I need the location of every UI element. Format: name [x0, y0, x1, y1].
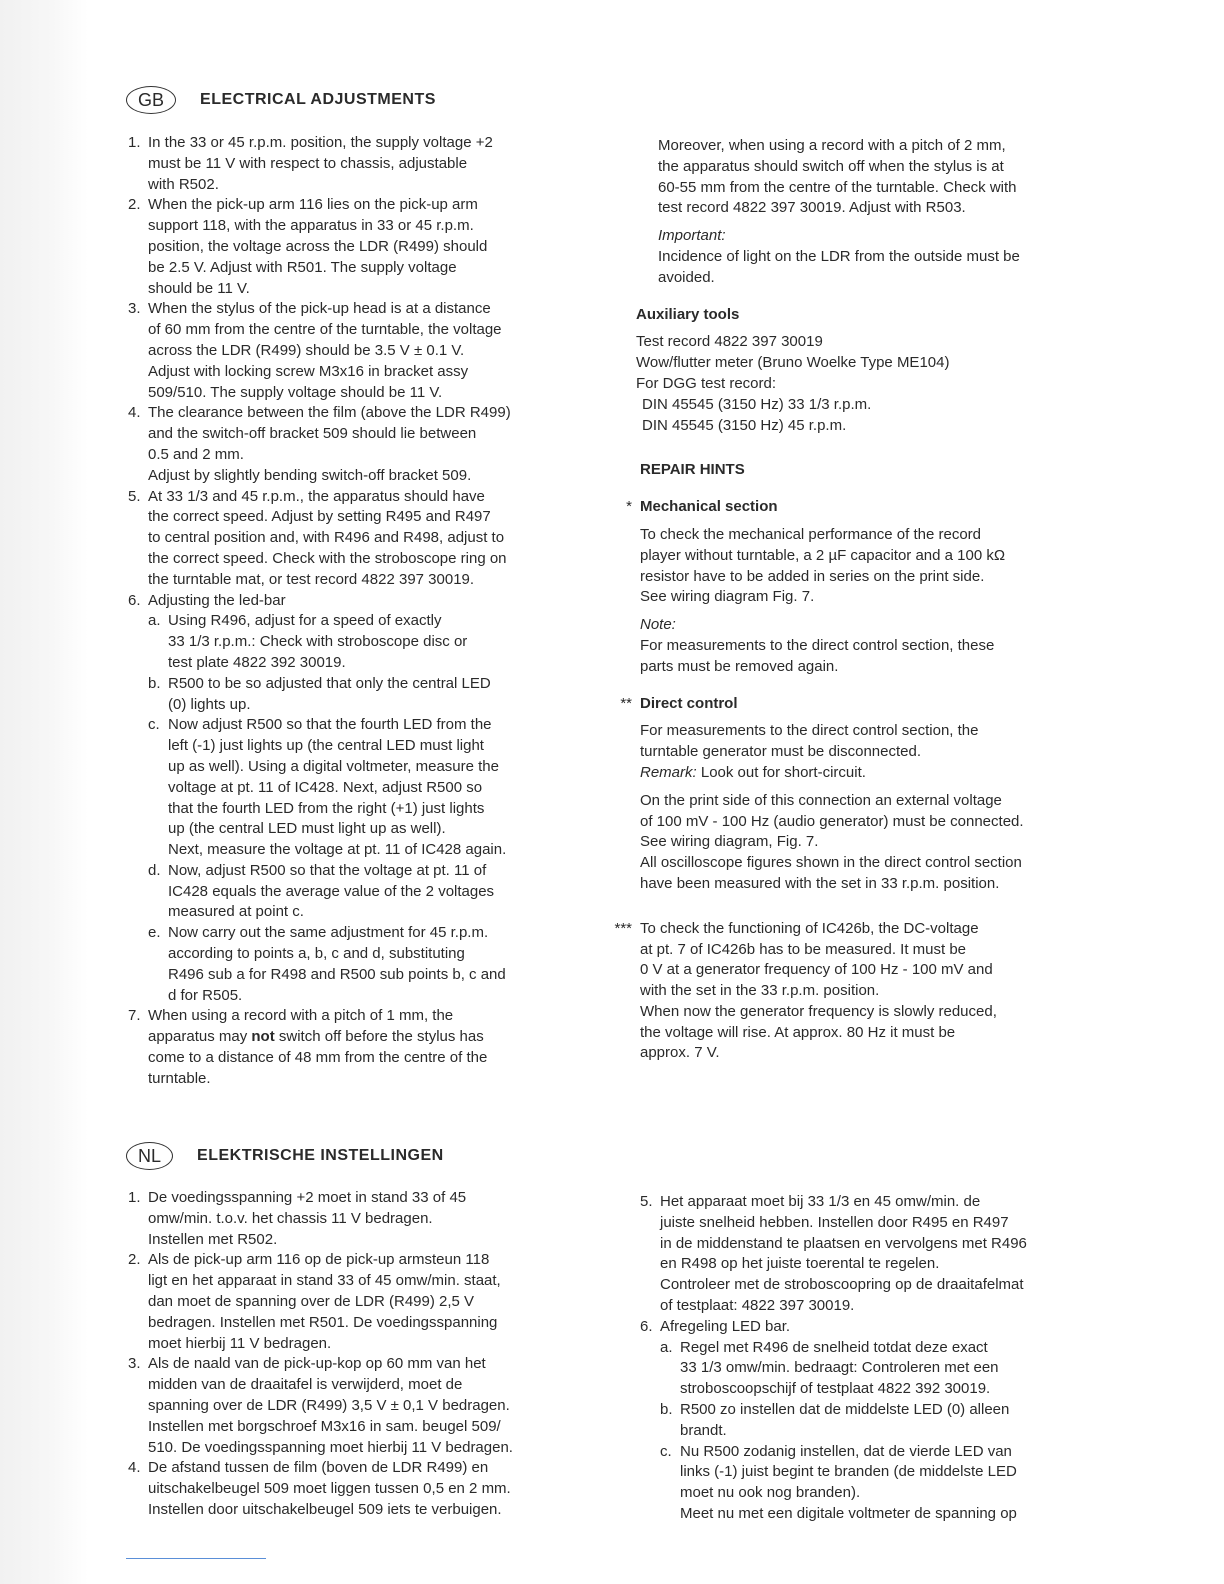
nl-step-line: Controleer met de stroboscoopring op de draaitafelmat — [660, 1276, 1024, 1294]
gb-language-badge: GB — [126, 86, 176, 114]
nl-substep-line: Meet nu met een digitale voltmeter de spanning op — [680, 1504, 1017, 1522]
direct-control-line: For measurements to the direct control section, the — [640, 722, 979, 740]
nl-step-line: De voedingsspanning +2 moet in stand 33 of 45 — [148, 1189, 467, 1206]
nl-substep-line: 33 1/3 omw/min. bedraagt: Controleren met een — [680, 1359, 999, 1377]
moreover-line: test record 4822 397 30019. Adjust with R503. — [658, 199, 966, 217]
gb-step-number: 5. — [128, 487, 141, 505]
gb-step-line: to central position and, with R496 and R498, adjust to — [148, 529, 505, 547]
nl-step-number: 6. — [640, 1317, 653, 1335]
note-line: parts must be removed again. — [640, 657, 839, 675]
important-paragraph — [658, 247, 1096, 289]
nl-substep-line: links (-1) juist begint te branden (de middelste LED — [680, 1463, 1017, 1481]
gb-substep-number: b. — [148, 674, 161, 692]
remark-label: Remark: — [640, 763, 697, 781]
remark-line — [640, 763, 1096, 784]
nl-step-line: De afstand tussen de film (boven de LDR R499) en — [148, 1459, 489, 1477]
gb-step-line: the correct speed. Adjust by setting R495 and R497 — [148, 508, 491, 526]
nl-section-heading — [126, 1142, 444, 1170]
ic426b-line: 0 V at a generator frequency of 100 Hz - 100 mV and — [640, 961, 993, 979]
gb-step-line: the correct speed. Check with the stroboscope ring on — [148, 549, 507, 567]
ic426b-line: approx. 7 V. — [640, 1044, 720, 1062]
print-side-line: All oscilloscope figures shown in the direct control section — [640, 854, 1022, 872]
gb-substep-line: d for R505. — [168, 986, 243, 1004]
gb-substep-line: IC428 equals the average value of the 2 voltages — [168, 882, 495, 900]
gb-step-text: apparatus may — [148, 1028, 252, 1046]
ic426b-paragraph — [614, 919, 1096, 1065]
gb-step-line: of 60 mm from the centre of the turntable, the voltage — [148, 321, 502, 339]
gb-step-line: and the switch-off bracket 509 should lie between — [148, 425, 477, 443]
direct-control-stars: ** — [620, 694, 632, 712]
gb-substep-line: test plate 4822 392 30019. — [168, 653, 346, 671]
print-side-paragraph — [640, 791, 1096, 895]
auxiliary-tools-list — [636, 332, 1096, 436]
din-list — [636, 395, 1096, 437]
nl-substep-number: b. — [660, 1400, 673, 1418]
nl-step-line: spanning over de LDR (R499) 3,5 V ± 0,1 V bedragen. — [148, 1396, 510, 1414]
gb-substep — [148, 611, 603, 673]
gb-substep — [148, 674, 603, 716]
important-line: Incidence of light on the LDR from the outside must be — [658, 247, 1020, 265]
ic426b-line: the voltage will rise. At approx. 80 Hz it must be — [640, 1023, 956, 1041]
nl-step — [128, 1188, 603, 1250]
mechanical-paragraph — [640, 525, 1096, 608]
gb-step-line: 509/510. The supply voltage should be 11 V. — [148, 383, 443, 401]
gb-step-line: turntable. — [148, 1069, 211, 1087]
gb-substep-line: up as well). Using a digital voltmeter, measure the — [168, 757, 499, 775]
gb-substep — [148, 861, 603, 923]
gb-step-line: position, the voltage across the LDR (R499) should — [148, 237, 488, 255]
nl-step-line: Afregeling LED bar. — [660, 1317, 791, 1335]
gb-step-line — [148, 1027, 603, 1048]
nl-substep-line: Nu R500 zodanig instellen, dat de vierde LED van — [680, 1442, 1012, 1460]
nl-step-number: 3. — [128, 1355, 141, 1373]
nl-step — [640, 1317, 1100, 1525]
ic426b-line: To check the functioning of IC426b, the DC-voltage — [640, 919, 979, 937]
gb-step-line: must be 11 V with respect to chassis, adjustable — [148, 154, 468, 172]
nl-substep-line: moet nu ook nog branden). — [680, 1484, 861, 1502]
moreover-paragraph — [636, 136, 1096, 219]
direct-control-title: Direct control — [640, 694, 738, 712]
nl-step — [128, 1250, 603, 1354]
nl-step-line: of testplaat: 4822 397 30019. — [660, 1296, 855, 1314]
gb-substep-line: Next, measure the voltage at pt. 11 of IC428 again. — [168, 841, 507, 859]
gb-section-heading — [126, 86, 436, 114]
nl-left-column — [128, 1188, 603, 1521]
gb-substep-number: c. — [148, 716, 160, 734]
gb-step-line: come to a distance of 48 mm from the centre of the — [148, 1049, 488, 1067]
gb-substep — [148, 923, 603, 1006]
gb-step-line: support 118, with the apparatus in 33 or 45 r.p.m. — [148, 217, 474, 235]
gb-substep-number: d. — [148, 861, 161, 879]
nl-step-line: Instellen door uitschakelbeugel 509 iets te verbuigen. — [148, 1500, 502, 1518]
gb-step-line: Adjust with locking screw M3x16 in bracket assy — [148, 362, 469, 380]
nl-step-line: Het apparaat moet bij 33 1/3 en 45 omw/min. de — [660, 1193, 981, 1210]
nl-step-number: 2. — [128, 1251, 141, 1269]
important-label: Important: — [658, 227, 726, 245]
nl-step-line: Als de pick-up arm 116 op de pick-up armsteun 118 — [148, 1251, 490, 1269]
direct-control-heading — [620, 694, 1096, 715]
scan-margin-shadow — [0, 0, 88, 1584]
remark-text: Look out for short-circuit. — [696, 763, 866, 781]
gb-substep-number: a. — [148, 612, 161, 630]
nl-substep — [660, 1400, 1100, 1442]
gb-step-number: 3. — [128, 300, 141, 318]
nl-step-line: ligt en het apparaat in stand 33 of 45 omw/min. staat, — [148, 1272, 501, 1290]
gb-step-line: across the LDR (R499) should be 3.5 V ± 0.1 V. — [148, 341, 465, 359]
nl-step-line: uitschakelbeugel 509 moet liggen tussen 0,5 en 2 mm. — [148, 1480, 511, 1498]
nl-step-line: en R498 op het juiste toerental te regelen. — [660, 1255, 940, 1273]
gb-step — [128, 1006, 603, 1089]
gb-step — [128, 487, 603, 591]
nl-step-line: in de middenstand te plaatsen en vervolgens met R496 — [660, 1234, 1027, 1252]
nl-step-line: bedragen. Instellen met R501. De voedingsspanning — [148, 1313, 498, 1331]
gb-step-line: Adjusting the led-bar — [148, 591, 286, 609]
gb-step-line: should be 11 V. — [148, 279, 250, 297]
mechanical-section-heading — [626, 497, 1096, 518]
mechanical-stars: * — [626, 498, 632, 516]
note-line: For measurements to the direct control section, these — [640, 636, 995, 654]
gb-step — [128, 133, 603, 195]
note-label: Note: — [640, 616, 676, 634]
nl-step — [128, 1354, 603, 1458]
auxiliary-tool-line: For DGG test record: — [636, 374, 777, 392]
gb-substep-line: voltage at pt. 11 of IC428. Next, adjust R500 so — [168, 778, 483, 796]
nl-substep-number: a. — [660, 1338, 673, 1356]
gb-step-line: When using a record with a pitch of 1 mm, the — [148, 1007, 454, 1025]
gb-substep-line: R496 sub a for R498 and R500 sub points b, c and — [168, 965, 506, 983]
gb-substep-line: up (the central LED must light up as well). — [168, 820, 446, 838]
gb-step — [128, 195, 603, 299]
page-footer-rule — [126, 1558, 266, 1559]
nl-step-line: 510. De voedingsspanning moet hierbij 11 V bedragen. — [148, 1438, 513, 1456]
gb-step-text: switch off before the stylus has — [274, 1028, 484, 1046]
nl-step-number: 4. — [128, 1459, 141, 1477]
din-line: DIN 45545 (3150 Hz) 33 1/3 r.p.m. — [642, 395, 872, 413]
gb-step-line: When the pick-up arm 116 lies on the pick-up arm — [148, 196, 478, 214]
gb-substep-line: (0) lights up. — [168, 695, 251, 713]
gb-substep-line: that the fourth LED from the right (+1) just lights — [168, 799, 485, 817]
gb-step-number: 1. — [128, 134, 141, 151]
gb-step — [128, 403, 603, 486]
gb-substep-line: measured at point c. — [168, 903, 304, 921]
nl-step-line: dan moet de spanning over de LDR (R499) 2,5 V — [148, 1292, 475, 1310]
gb-step-line: Adjust by slightly bending switch-off bracket 509. — [148, 466, 472, 484]
direct-control-line: turntable generator must be disconnected. — [640, 743, 922, 761]
print-side-line: have been measured with the set in 33 r.p.m. position. — [640, 874, 1000, 892]
mechanical-line: To check the mechanical performance of the record — [640, 525, 982, 543]
nl-step-line: moet hierbij 11 V bedragen. — [148, 1334, 332, 1352]
moreover-line: 60-55 mm from the centre of the turntable. Check with — [658, 178, 1017, 196]
print-side-line: See wiring diagram, Fig. 7. — [640, 833, 819, 851]
nl-substep-line: R500 zo instellen dat de middelste LED (0) alleen — [680, 1400, 1010, 1418]
nl-step — [128, 1458, 603, 1520]
gb-section-title: ELECTRICAL ADJUSTMENTS — [200, 91, 436, 108]
gb-substep-line: Using R496, adjust for a speed of exactly — [168, 612, 442, 630]
nl-step-number: 1. — [128, 1189, 141, 1206]
gb-substep-line: according to points a, b, c and d, substituting — [168, 945, 465, 963]
repair-hints-heading: REPAIR HINTS — [640, 461, 745, 479]
ic426b-line: When now the generator frequency is slowly reduced, — [640, 1002, 997, 1020]
gb-step-number: 7. — [128, 1007, 141, 1025]
print-side-line: On the print side of this connection an external voltage — [640, 791, 1002, 809]
gb-step-line: be 2.5 V. Adjust with R501. The supply voltage — [148, 258, 457, 276]
direct-control-paragraph — [640, 721, 1096, 763]
nl-substep-line: Regel met R496 de snelheid totdat deze exact — [680, 1338, 988, 1356]
nl-step-line: omw/min. t.o.v. het chassis 11 V bedragen. — [148, 1209, 433, 1227]
gb-step-line: The clearance between the film (above the LDR R499) — [148, 404, 511, 422]
gb-substep-line: 33 1/3 r.p.m.: Check with stroboscope disc or — [168, 633, 468, 651]
print-side-line: of 100 mV - 100 Hz (audio generator) must be connected. — [640, 812, 1024, 830]
mechanical-line: player without turntable, a 2 µF capacitor and a 100 kΩ — [640, 546, 1006, 564]
nl-substep — [660, 1338, 1100, 1400]
auxiliary-tool-line: Test record 4822 397 30019 — [636, 333, 823, 351]
gb-step-line: When the stylus of the pick-up head is at a distance — [148, 300, 491, 318]
gb-step-line: At 33 1/3 and 45 r.p.m., the apparatus should have — [148, 487, 485, 505]
nl-substep-line: brandt. — [680, 1421, 727, 1439]
mechanical-line: resistor have to be added in series on the print side. — [640, 567, 985, 585]
nl-step-line: Als de naald van de pick-up-kop op 60 mm van het — [148, 1355, 486, 1373]
moreover-line: the apparatus should switch off when the stylus is at — [658, 157, 1004, 175]
gb-step-line: In the 33 or 45 r.p.m. position, the supply voltage +2 — [148, 134, 493, 151]
gb-substep-line: Now adjust R500 so that the fourth LED from the — [168, 716, 492, 734]
gb-left-column — [128, 133, 603, 1090]
auxiliary-tools-heading: Auxiliary tools — [636, 305, 740, 323]
nl-step-line: juiste snelheid hebben. Instellen door R495 en R497 — [660, 1213, 1009, 1231]
gb-substep — [148, 715, 603, 861]
nl-substep-number: c. — [660, 1442, 672, 1460]
din-line: DIN 45545 (3150 Hz) 45 r.p.m. — [642, 416, 847, 434]
gb-substep-line: Now carry out the same adjustment for 45 r.p.m. — [168, 924, 489, 942]
gb-step-line: the turntable mat, or test record 4822 397 30019. — [148, 570, 475, 588]
gb-step-line: 0.5 and 2 mm. — [148, 445, 244, 463]
important-line: avoided. — [658, 268, 715, 286]
gb-substep-line: left (-1) just lights up (the central LED must light — [168, 737, 484, 755]
moreover-line: Moreover, when using a record with a pitch of 2 mm, — [658, 137, 1006, 154]
nl-section-title: ELEKTRISCHE INSTELLINGEN — [197, 1147, 444, 1164]
gb-step-number: 6. — [128, 591, 141, 609]
nl-substep-line: stroboscoopschijf of testplaat 4822 392 30019. — [680, 1380, 991, 1398]
mechanical-section-title: Mechanical section — [640, 498, 778, 516]
gb-substep-line: R500 to be so adjusted that only the central LED — [168, 674, 491, 692]
gb-step — [128, 299, 603, 403]
nl-step-number: 5. — [640, 1193, 653, 1210]
nl-right-column — [640, 1192, 1100, 1525]
gb-step-number: 4. — [128, 404, 141, 422]
note-paragraph — [640, 636, 1096, 678]
nl-step-line: midden van de draaitafel is verwijderd, moet de — [148, 1376, 463, 1394]
ic426b-stars: *** — [614, 919, 632, 937]
gb-step-number: 2. — [128, 196, 141, 214]
gb-step-line: with R502. — [148, 175, 219, 193]
gb-step-emphasis: not — [251, 1028, 275, 1046]
ic426b-line: at pt. 7 of IC426b has to be measured. It must be — [640, 940, 967, 958]
auxiliary-tool-line: Wow/flutter meter (Bruno Woelke Type ME104) — [636, 354, 950, 372]
gb-right-column — [614, 136, 1096, 1064]
nl-step-line: Instellen met R502. — [148, 1230, 278, 1248]
nl-step-line: Instellen met borgschroef M3x16 in sam. beugel 509/ — [148, 1417, 501, 1435]
nl-substep — [660, 1442, 1100, 1525]
gb-substep-number: e. — [148, 924, 161, 942]
gb-substep-line: Now, adjust R500 so that the voltage at pt. 11 of — [168, 861, 487, 879]
mechanical-line: See wiring diagram Fig. 7. — [640, 588, 815, 606]
nl-step — [640, 1192, 1100, 1317]
ic426b-line: with the set in the 33 r.p.m. position. — [640, 982, 880, 1000]
gb-step — [128, 591, 603, 1007]
nl-language-badge: NL — [126, 1142, 173, 1170]
